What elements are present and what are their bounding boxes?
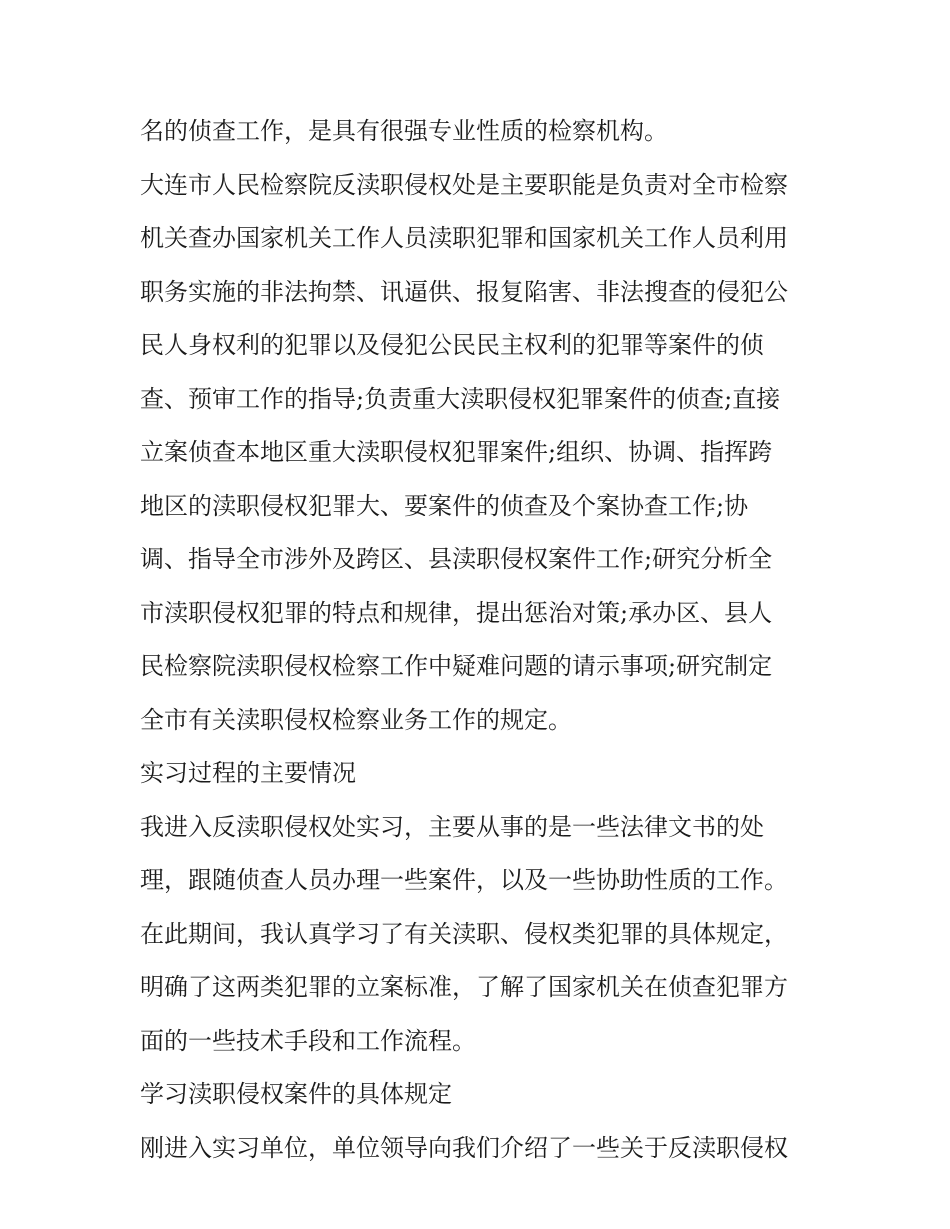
body-text (140, 105, 830, 1175)
text-line-4: 职务实施的非法拘禁、讯逼供、报复陷害、非法搜查的侵犯公 (140, 277, 788, 306)
text-line-17: 明确了这两类犯罪的立案标准，了解了国家机关在侦查犯罪方 (140, 973, 788, 1001)
text-line-5: 民人身权利的犯罪以及侵犯公民民主权利的犯罪等案件的侦 (140, 331, 764, 359)
text-line-15: 理，跟随侦查人员办理一些案件，以及一些协助性质的工作。 (140, 866, 788, 894)
text-line-12: 全市有关渎职侵权检察业务工作的规定。 (140, 705, 572, 734)
text-line-6: 查、预审工作的指导;负责重大渎职侵权犯罪案件的侦查;直接 (140, 384, 781, 413)
text-line-11: 民检察院渎职侵权检察工作中疑难问题的请示事项;研究制定 (140, 652, 773, 680)
text-line-1: 名的侦查工作，是具有很强专业性质的检察机构。 (140, 117, 668, 145)
section-heading-study-regulations: 学习渎职侵权案件的具体规定 (140, 1080, 452, 1108)
text-line-9: 调、指导全市涉外及跨区、县渎职侵权案件工作;研究分析全 (140, 545, 773, 573)
text-line-2: 大连市人民检察院反渎职侵权处是主要职能是负责对全市检察 (140, 170, 788, 199)
text-line-8: 地区的渎职侵权犯罪大、要案件的侦查及个案协查工作;协 (140, 491, 749, 520)
text-line-3: 机关查办国家机关工作人员渎职犯罪和国家机关工作人员利用 (140, 224, 788, 252)
text-line-14: 我进入反渎职侵权处实习，主要从事的是一些法律文书的处 (140, 812, 764, 841)
text-line-18: 面的一些技术手段和工作流程。 (140, 1026, 476, 1055)
section-heading-internship-process: 实习过程的主要情况 (140, 759, 356, 787)
text-line-16: 在此期间，我认真学习了有关渎职、侵权类犯罪的具体规定， (140, 919, 788, 948)
text-line-20: 刚进入实习单位，单位领导向我们介绍了一些关于反渎职侵权 (140, 1133, 788, 1162)
text-line-7: 立案侦查本地区重大渎职侵权犯罪案件;组织、协调、指挥跨 (140, 438, 773, 466)
text-line-10: 市渎职侵权犯罪的特点和规律，提出惩治对策;承办区、县人 (140, 598, 773, 627)
